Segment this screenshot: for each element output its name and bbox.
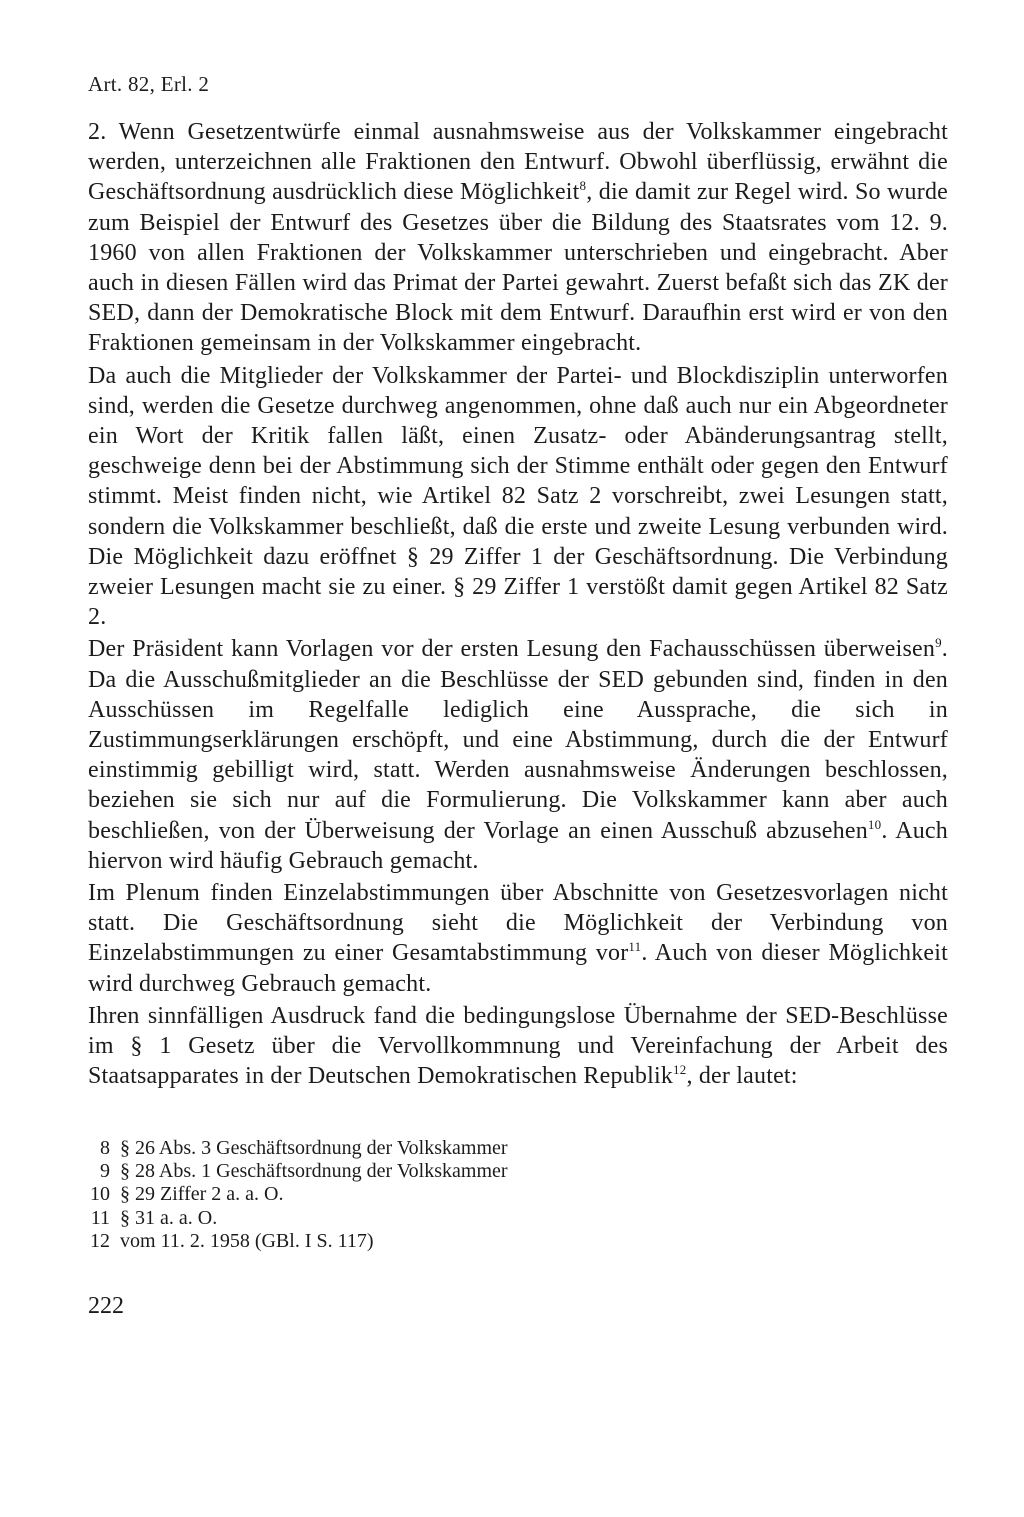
footnote-item xyxy=(88,1160,948,1183)
paragraph-3-text-c: . Auch hiervon wird häufig Gebrauch gemacht. xyxy=(88,817,948,874)
footnote-number: 9 xyxy=(100,1160,110,1183)
paragraph-5 xyxy=(88,1001,948,1092)
footnote-number: 12 xyxy=(90,1229,110,1252)
paragraph-1-text-b: , die damit zur Regel wird. So wurde zum Beispiel der Entwurf des Gesetzes über die Bildung des Staatsrates vom 12. 9. 1960 von allen Fraktionen der Volkskammer unterschrieben und eingebracht. Aber auch in diesen Fällen wird das Primat der Partei gewahrt. Zuerst befaßt sich das ZK der SED, dann der Demokratische Block mit dem Entwurf. Daraufhin erst wird er von den Fraktionen gemeinsam in der Volkskammer eingebracht. xyxy=(88,179,948,357)
footnote-item xyxy=(88,1137,948,1160)
footnote-ref-9: 9 xyxy=(935,635,942,651)
running-head: Art. 82, Erl. 2 xyxy=(88,72,210,96)
footnote-text: vom 11. 2. 1958 (GBl. I S. 117) xyxy=(120,1229,374,1252)
footnote-number: 10 xyxy=(90,1183,110,1206)
footnote-ref-12: 12 xyxy=(673,1062,687,1078)
paragraph-3-text-b: . Da die Ausschußmitglieder an die Beschlüsse der SED gebunden sind, finden in den Ausschüssen im Regelfalle lediglich eine Aussprache, die sich in Zustimmungserklärungen erschöpft, und eine Abstimmung, durch die der Entwurf einstimmig gebilligt wird, statt. Werden ausnahmsweise Änderungen beschlossen, beziehen sie sich nur auf die Formulierung. Die Volkskammer kann aber auch beschließen, von der Überweisung der Vorlage an einen Ausschuß abzusehen xyxy=(88,636,948,844)
paragraph-4 xyxy=(88,878,948,999)
page-number: 222 xyxy=(88,1293,124,1319)
footnote-item xyxy=(88,1183,948,1206)
footnote-number: 11 xyxy=(90,1206,110,1229)
paragraph-3-text-a: Der Präsident kann Vorlagen vor der ersten Lesung den Fachausschüssen überweisen xyxy=(88,636,936,663)
paragraph-1-text-a: 2. Wenn Gesetzentwürfe einmal ausnahmsweise aus der Volkskammer eingebracht werden, unterzeichnen alle Fraktionen den Entwurf. Obwohl überflüssig, erwähnt die Geschäftsordnung ausdrücklich diese Möglichkeit xyxy=(88,119,948,206)
footnote-text: § 31 a. a. O. xyxy=(120,1206,218,1229)
footnote-text: § 29 Ziffer 2 a. a. O. xyxy=(120,1183,284,1206)
footnote-ref-11: 11 xyxy=(628,939,642,955)
paragraph-5-text-a: Ihren sinnfälligen Ausdruck fand die bedingungslose Übernahme der SED-Beschlüsse im § 1 Gesetz über die Vervollkommnung und Vereinfachung der Arbeit des Staatsapparates in der Deutschen Demokratischen Republik xyxy=(88,1002,948,1090)
paragraph-3 xyxy=(88,634,948,876)
footnotes xyxy=(88,1137,948,1253)
footnote-number: 8 xyxy=(100,1137,110,1159)
paragraph-4-text-a: Im Plenum finden Einzelabstimmungen über Abschnitte von Gesetzesvorlagen nicht statt. Die Geschäftsordnung sieht die Möglichkeit der Verbindung von Einzelabstimmungen zu einer Gesamtabstimmung vor xyxy=(88,880,948,967)
paragraph-2: Da auch die Mitglieder der Volkskammer der Partei- und Blockdisziplin unterworfen sind, werden die Gesetze durchweg angenommen, ohne daß auch nur ein Abgeordneter ein Wort der Kritik fallen läßt, einen Zusatz- oder Abänderungsantrag stellt, geschweige denn bei der Abstimmung sich der Stimme enthält oder gegen den Entwurf stimmt. Meist finden nicht, wie Artikel 82 Satz 2 vorschreibt, zwei Lesungen statt, sondern die Volkskammer beschließt, daß die erste und zweite Lesung verbunden wird. Die Möglichkeit dazu eröffnet § 29 Ziffer 1 der Geschäftsordnung. Die Verbindung zweier Lesungen macht sie zu einer. § 29 Ziffer 1 verstößt damit gegen Artikel 82 Satz 2. xyxy=(88,362,948,631)
footnote-text: § 26 Abs. 3 Geschäftsordnung der Volkskammer xyxy=(120,1137,508,1159)
paragraph-5-text-b: , der lautet: xyxy=(686,1063,798,1090)
body-text xyxy=(88,117,948,1092)
footnote-ref-10: 10 xyxy=(867,816,882,832)
paragraph-1 xyxy=(88,117,948,359)
footnote-text: § 28 Abs. 1 Geschäftsordnung der Volkskammer xyxy=(120,1160,508,1183)
footnote-item xyxy=(88,1207,948,1230)
paragraph-4-text-b: . Auch von dieser Möglichkeit wird durchweg Gebrauch gemacht. xyxy=(88,940,948,997)
footnote-item xyxy=(88,1230,948,1253)
footnote-ref-8: 8 xyxy=(579,178,587,194)
